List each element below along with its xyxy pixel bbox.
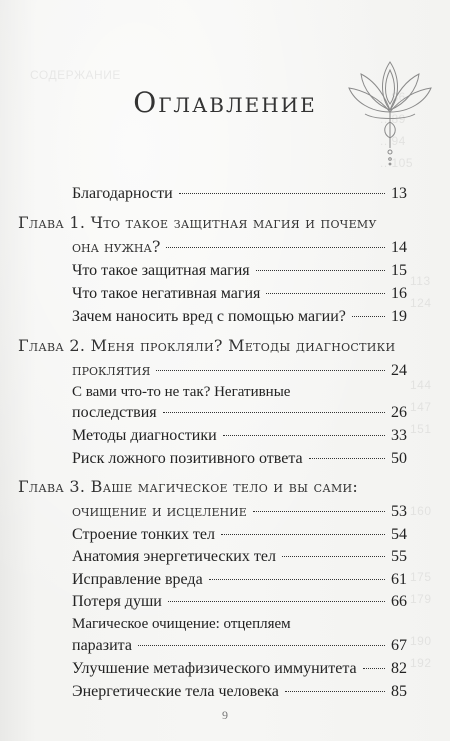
toc-row — [72, 660, 407, 678]
toc-row — [72, 237, 407, 257]
bleed-through-text: 190 — [410, 634, 432, 648]
dot-leader — [309, 458, 385, 459]
bleed-through-text: 175 — [410, 570, 432, 584]
toc-row — [72, 285, 407, 303]
dot-leader — [256, 270, 385, 271]
toc-entry-title: Энергетические тела человека — [72, 683, 279, 700]
toc-row — [72, 427, 407, 445]
chapter-heading-continued: проклятия — [72, 360, 151, 379]
toc-page-number: 33 — [391, 427, 407, 444]
bleed-through-text: 144 — [410, 378, 432, 392]
toc-page-number: 85 — [391, 683, 407, 700]
toc-entry-title: последствия — [72, 404, 157, 421]
toc-page-number: 67 — [391, 637, 407, 654]
page-title: Оглавление — [133, 86, 317, 119]
dot-leader — [363, 668, 385, 669]
chapter-heading: Глава 2. Меня прокляли? Методы диагностики — [18, 336, 396, 355]
toc-page-number: 66 — [391, 593, 407, 610]
bleed-through-text: .. 86 — [380, 90, 406, 104]
toc-page-number: 50 — [391, 450, 407, 467]
toc-entry-title: Риск ложного позитивного ответа — [72, 450, 303, 467]
toc-entry-title-line1: С вами что-то не так? Негативные — [72, 384, 291, 400]
dot-leader — [352, 316, 385, 317]
bleed-through-text: 151 — [410, 422, 432, 436]
dot-leader — [282, 556, 385, 557]
toc-row — [72, 526, 407, 544]
dot-leader — [163, 412, 385, 413]
bleed-through-text: 113 — [410, 274, 431, 288]
bleed-through-text: 160 — [410, 504, 432, 518]
toc-row — [72, 360, 407, 380]
toc-page-number: 53 — [391, 503, 407, 520]
bleed-through-text: 124 — [410, 296, 432, 310]
toc-page-number: 61 — [391, 571, 407, 588]
toc-page-number: 54 — [391, 526, 407, 543]
bleed-through-text: 192 — [410, 656, 432, 670]
toc-entry-title: Зачем наносить вред с помощью магии? — [72, 308, 346, 325]
bleed-through-text: 179 — [410, 592, 432, 606]
toc-entry-title: Что такое защитная магия — [72, 262, 250, 279]
dot-leader — [209, 579, 385, 580]
bleed-through-text: .. 94 — [380, 134, 406, 148]
toc-entry-title: Исправление вреда — [72, 571, 203, 588]
toc-row — [72, 450, 407, 468]
toc-row — [72, 185, 407, 203]
toc-entry-title: Анатомия энергетических тел — [72, 548, 276, 565]
toc-entry-title: Строение тонких тел — [72, 526, 215, 543]
toc-page-number: 15 — [391, 262, 407, 279]
toc-entry-title: Благодарности — [72, 185, 173, 202]
toc-entry-title: Что такое негативная магия — [72, 285, 261, 302]
chapter-heading-continued: она нужна? — [72, 237, 161, 256]
toc-row — [72, 593, 407, 611]
toc-row — [72, 571, 407, 589]
toc-row — [72, 308, 407, 326]
chapter-heading: Глава 1. Что такое защитная магия и почему — [18, 213, 377, 232]
toc-row — [72, 501, 407, 521]
dot-leader — [253, 511, 385, 512]
toc-page-number: 14 — [391, 239, 407, 256]
dot-leader — [223, 435, 385, 436]
toc-row — [72, 262, 407, 280]
bleed-through-text: СОДЕРЖАНИЕ — [30, 68, 121, 82]
toc-page-number: 55 — [391, 548, 407, 565]
dot-leader — [156, 370, 385, 371]
toc-entry-title: Методы диагностики — [72, 427, 217, 444]
chapter-heading-continued: очищение и исцеление — [72, 501, 247, 520]
toc-page-number: 13 — [391, 185, 407, 202]
toc-entry-title: Улучшение метафизического иммунитета — [72, 660, 357, 677]
toc-page-number: 24 — [391, 362, 407, 379]
toc-page-number: 16 — [391, 285, 407, 302]
toc-row — [72, 548, 407, 566]
toc-entry-title: Потеря души — [72, 593, 162, 610]
toc-page-number: 82 — [391, 660, 407, 677]
bleed-through-text: .. 105 — [380, 156, 414, 170]
toc-row — [72, 404, 407, 422]
dot-leader — [138, 645, 385, 646]
dot-leader — [266, 293, 385, 294]
toc-page-number: 26 — [391, 404, 407, 421]
toc-page-number: 19 — [391, 308, 407, 325]
toc-entry-title-line1: Магическое очищение: отцепляем — [72, 616, 291, 632]
toc-row — [72, 683, 407, 701]
bleed-through-text: 147 — [410, 400, 432, 414]
bleed-through-text: .. 89 — [380, 112, 406, 126]
dot-leader — [168, 601, 385, 602]
toc-entry-title: паразита — [72, 637, 132, 654]
toc-row — [72, 637, 407, 655]
dot-leader — [221, 534, 385, 535]
page-number: 9 — [222, 708, 228, 722]
chapter-heading: Глава 3. Ваше магическое тело и вы сами: — [18, 477, 359, 496]
dot-leader — [179, 193, 385, 194]
dot-leader — [285, 691, 385, 692]
dot-leader — [166, 247, 385, 248]
